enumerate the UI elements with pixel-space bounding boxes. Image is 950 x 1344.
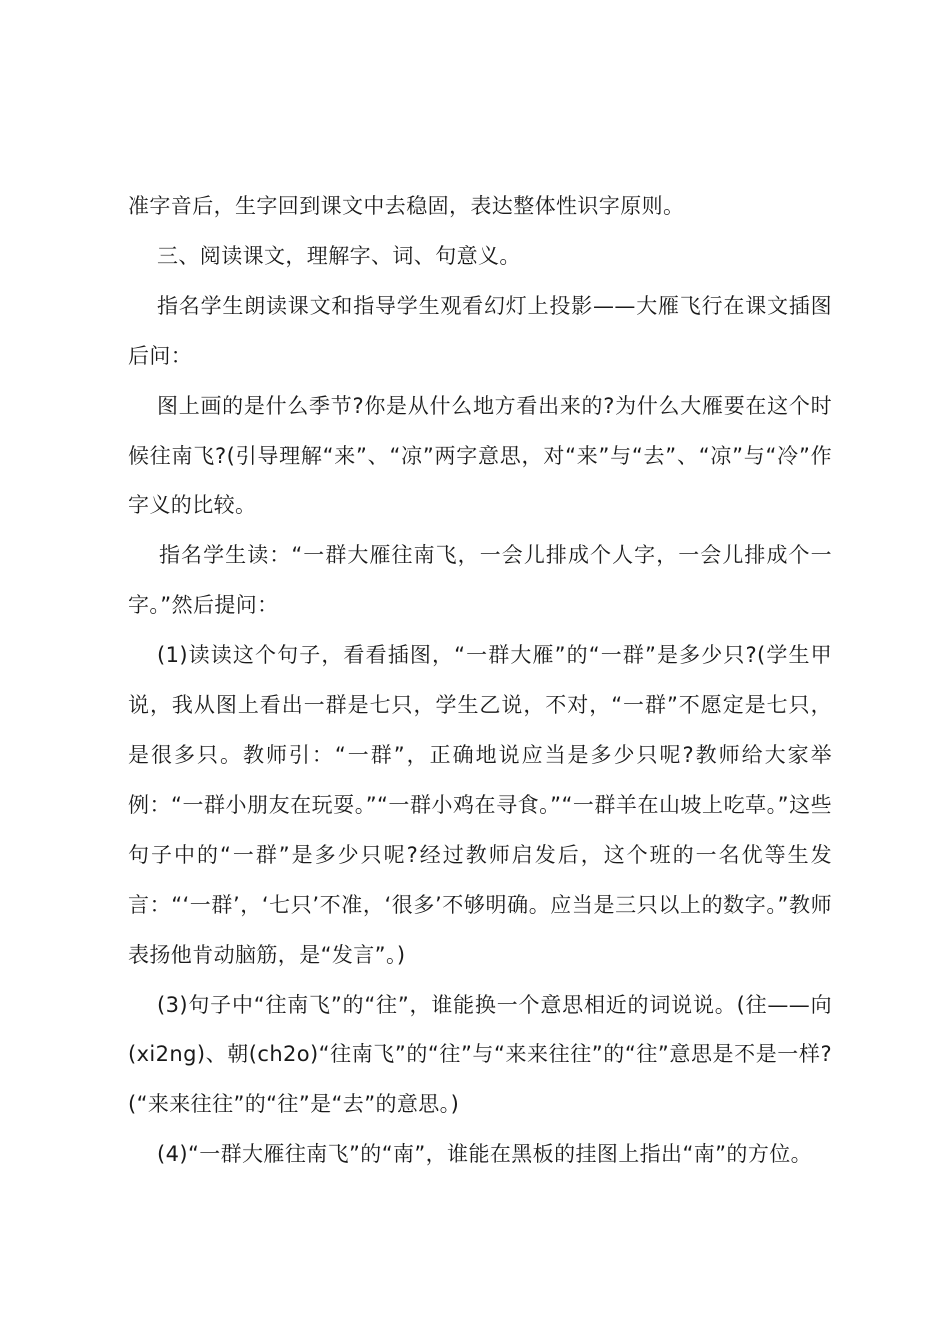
paragraph-question-4: (4)“一群大雁往南飞”的“南”，谁能在黑板的挂图上指出“南”的方位。 [157, 1142, 813, 1167]
paragraph-question-1: (1)读读这个句子，看看插图，“一群大雁”的“一群”是多少只?(学生甲说，我从图上看出一群是七只，学生乙说，不对，“一群”不愿定是七只，是很多只。教师引：“一群”，正确地说应当是多少只呢?教师给大家举例：“一群小朋友在玩耍。”“一群小鸡在寻食。”“一群羊在山坡上吃草。”这些句子中的“一群”是多少只呢?经过教师启发后，这个班的一名优等生发言：“‘一群’，‘七只’不准，‘很多’不够明确。应当是三只以上的数字。”教师表扬他肯动脑筋，是“发言”。) [128, 643, 832, 967]
document-body [128, 182, 832, 1180]
paragraph-continuation: 准字音后，生字回到课文中去稳固，表达整体性识字原则。 [128, 194, 685, 218]
paragraph-reading-instruction: 指名学生朗读课文和指导学生观看幻灯上投影——大雁飞行在课文插图后问： [128, 293, 832, 368]
paragraph-picture-questions: 图上画的是什么季节?你是从什么地方看出来的?为什么大雁要在这个时候往南飞?(引导理解“来”、“凉”两字意思，对“来”与“去”、“凉”与“冷”作字义的比较。 [128, 393, 832, 518]
paragraph-section-heading: 三、阅读课文，理解字、词、句意义。 [157, 243, 521, 268]
paragraph-student-reading: 指名学生读：“一群大雁往南飞，一会儿排成个人字，一会儿排成个一字。”然后提问： [128, 543, 832, 618]
paragraph-question-3: (3)句子中“往南飞”的“往”，谁能换一个意思相近的词说说。(往——向(xi2ng)、朝(ch2o)“往南飞”的“往”与“来来往往”的“往”意思是不是一样?(“来来往往”的“往”是“去”的意思。) [128, 992, 832, 1117]
